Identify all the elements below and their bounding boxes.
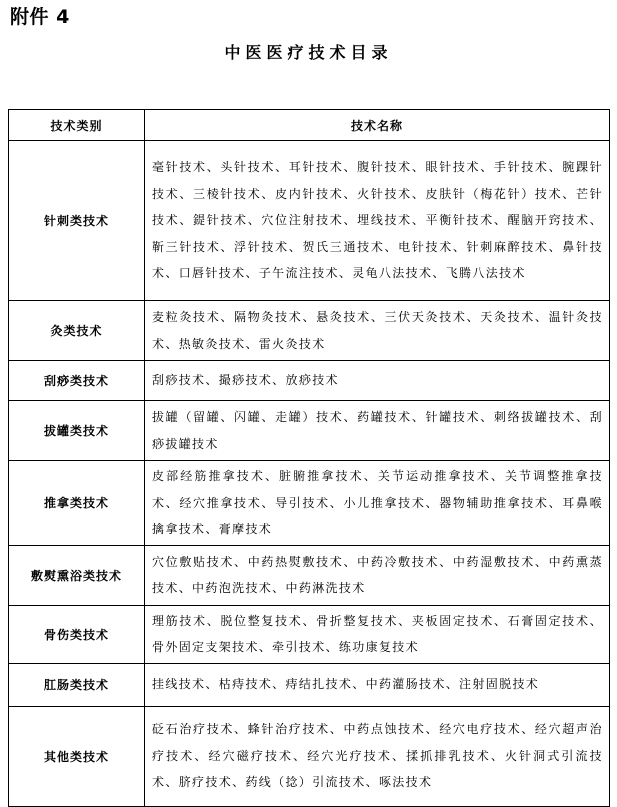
- category-cell: 拔罐类技术: [9, 401, 145, 461]
- document-title: 中医医疗技术目录: [224, 43, 393, 62]
- techniques-cell: 砭石治疗技术、蜂针治疗技术、中药点蚀技术、经穴电疗技术、经穴超声治疗技术、经穴磁疗技术、经穴光疗技术、揉抓排乳技术、火针洞式引流技术、脐疗技术、药线（捻）引流技术、啄法技术: [145, 706, 610, 806]
- category-cell: 推拿类技术: [9, 461, 145, 546]
- table-row: [9, 663, 610, 706]
- header-category: 技术类别: [9, 110, 145, 141]
- techniques-cell: 刮痧技术、撮痧技术、放痧技术: [145, 361, 610, 401]
- category-cell: 骨伤类技术: [9, 605, 145, 663]
- category-cell: 肛肠类技术: [9, 663, 145, 706]
- table-header-row: [9, 110, 610, 141]
- techniques-cell: 毫针技术、头针技术、耳针技术、腹针技术、眼针技术、手针技术、腕踝针技术、三棱针技术、皮内针技术、火针技术、皮肤针（梅花针）技术、芒针技术、鍉针技术、穴位注射技术、埋线技术、平衡针技术、醒脑开窍技术、靳三针技术、浮针技术、贺氏三通技术、电针技术、针刺麻醉技术、鼻针技术、口唇针技术、子午流注技术、灵龟八法技术、飞腾八法技术: [145, 141, 610, 301]
- category-cell: 灸类技术: [9, 301, 145, 361]
- techniques-cell: 理筋技术、脱位整复技术、骨折整复技术、夹板固定技术、石膏固定技术、骨外固定支架技术、牵引技术、练功康复技术: [145, 605, 610, 663]
- table-row: [9, 461, 610, 546]
- table-row: [9, 401, 610, 461]
- technique-catalog-table: [8, 109, 610, 807]
- techniques-cell: 拔罐（留罐、闪罐、走罐）技术、药罐技术、针罐技术、刺络拔罐技术、刮痧拔罐技术: [145, 401, 610, 461]
- category-cell: 敷熨熏浴类技术: [9, 545, 145, 605]
- table-row: [9, 605, 610, 663]
- techniques-cell: 皮部经筋推拿技术、脏腑推拿技术、关节运动推拿技术、关节调整推拿技术、经穴推拿技术、导引技术、小儿推拿技术、器物辅助推拿技术、耳鼻喉擒拿技术、膏摩技术: [145, 461, 610, 546]
- category-cell: 刮痧类技术: [9, 361, 145, 401]
- attachment-label: 附件 4: [10, 6, 70, 28]
- table-row: [9, 141, 610, 301]
- techniques-cell: 麦粒灸技术、隔物灸技术、悬灸技术、三伏天灸技术、天灸技术、温针灸技术、热敏灸技术、雷火灸技术: [145, 301, 610, 361]
- techniques-cell: 挂线技术、枯痔技术、痔结扎技术、中药灌肠技术、注射固脱技术: [145, 663, 610, 706]
- category-cell: 其他类技术: [9, 706, 145, 806]
- table-row: [9, 545, 610, 605]
- techniques-cell: 穴位敷贴技术、中药热熨敷技术、中药冷敷技术、中药湿敷技术、中药熏蒸技术、中药泡洗技术、中药淋洗技术: [145, 545, 610, 605]
- table-row: [9, 301, 610, 361]
- header-technique-name: 技术名称: [145, 110, 610, 141]
- category-cell: 针刺类技术: [9, 141, 145, 301]
- table-row: [9, 361, 610, 401]
- table-row: [9, 706, 610, 806]
